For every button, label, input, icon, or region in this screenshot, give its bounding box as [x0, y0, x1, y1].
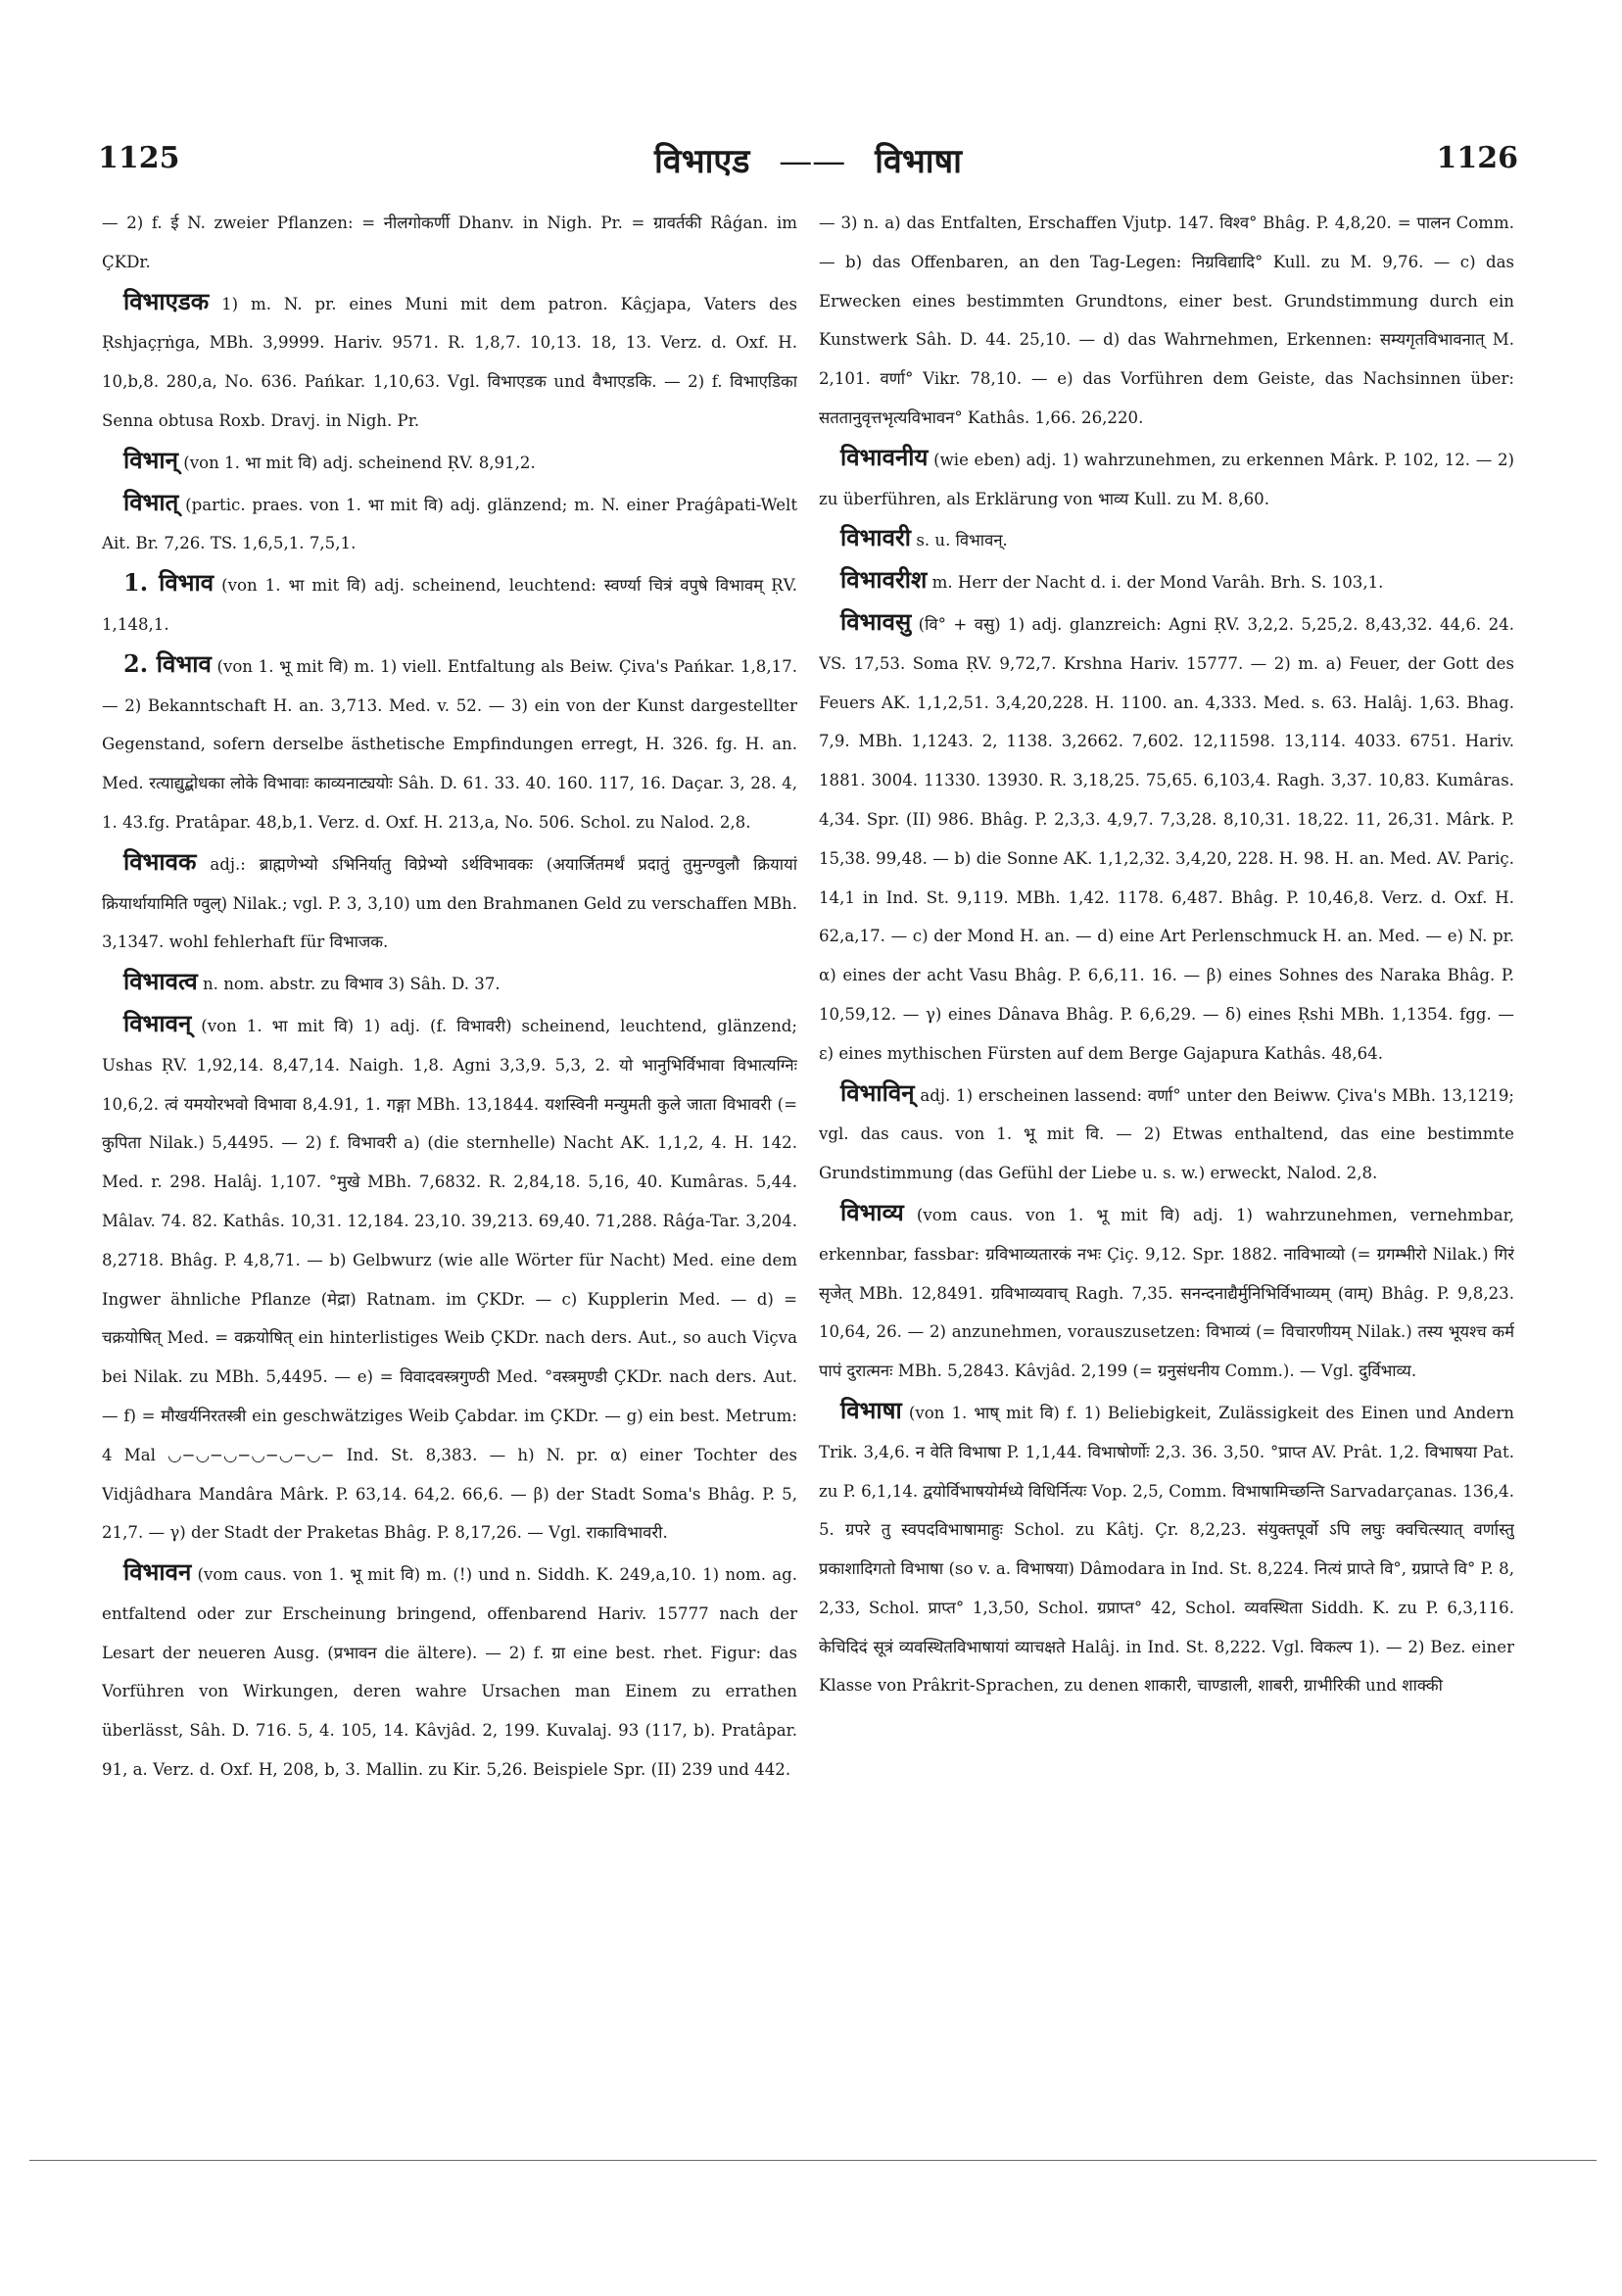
entry-body: (von 1. भाष् mit वि) f. 1) Beliebigkeit, Zulässigkeit des Einen und Andern Trik. 3,4,6. न वेति विभाषा P. 1,1,44. विभाषोर्णोः 2,3. 36. 3,50. °प्राप्त AV. Prât. 1,2. विभाषया Pat. zu P. 6,1,14. द्वयोर्विभाषयोर्मध्ये विधिर्नित्यः Vop. 2,5, Comm. विभाषामिच्छन्ति Sarvadarçanas. 136,4. 5. ग्रपरे तु स्वपदविभाषामाहुः Schol. zu Kâtj. Çr. 8,2,23. संयुक्तपूर्वो ऽपि लघुः क्वचित्स्यात् वर्णास्तु प्रकाशादिगतो विभाषा (so v. a. विभाषया) Dâmodara in Ind. St. 8,224. नित्यं प्राप्ते वि°, ग्रप्राप्ते वि° P. 8, 2,33, Schol. प्राप्त° 1,3,50, Schol. ग्रप्राप्त° 42, Schol. व्यवस्थिता Siddh. K. zu P. 6,3,116. केचिदिदं सूत्रं व्यवस्थितविभाषायां व्याचक्षते Halâj. in Ind. St. 8,222. Vgl. विकल्प 1). — 2) Bez. einer Klasse von Prâkrit-Sprachen, zu denen शाकारी, चाण्डाली, शाबरी, ग्राभीरिकी und शाक्की	[819, 1403, 1514, 1696]
entry-continuation	[819, 204, 1514, 438]
entry-body: — 3) n. a) das Entfalten, Erschaffen Vjutp. 147. विश्व° Bhâg. P. 4,8,20. = पालन Comm. — b) das Offenbaren, an den Tag-Legen: निग्रविद्यादि° Kull. zu M. 9,76. — c) das Erwecken eines bestimmten Grundtons, einer best. Grundstimmung durch ein Kunstwerk Sâh. D. 44. 25,10. — d) das Wahrnehmen, Erkennen: सम्यगृतविभावनात् M. 2,101. वर्णा° Vikr. 78,10. — e) das Vorführen dem Geiste, das Nachsinnen über: सततानुवृत्तभृत्यविभावन° Kathâs. 1,66. 26,220.	[819, 214, 1514, 427]
running-head	[98, 137, 1518, 182]
entry-body: n. nom. abstr. zu विभाव 3) Sâh. D. 37.	[202, 975, 501, 994]
dictionary-entry	[102, 441, 797, 483]
entry-body: s. u. विभावन्.	[916, 531, 1008, 550]
entry-headword: विभाएडक	[123, 286, 210, 315]
guide-word-right: विभाषा	[875, 142, 962, 181]
dictionary-entry	[819, 438, 1514, 519]
dictionary-entry	[819, 602, 1514, 1074]
entry-body: (vom caus. von 1. भू mit वि) adj. 1) wahrzunehmen, vernehmbar, erkennbar, fassbar: ग्रविभाव्यतारकं नभः Çiç. 9,12. Spr. 1882. नाविभाव्यो (= ग्रगम्भीरो Nilak.) गिरं सृजेत् MBh. 12,8491. ग्रविभाव्यवाच् Ragh. 7,35. सनन्दनाद्यैर्मुनिभिर्विभाव्यम् (वाम्) Bhâg. P. 9,8,23. 10,64, 26. — 2) anzunehmen, vorauszusetzen: विभाव्यं (= विचारणीयम् Nilak.) तस्य भूयश्च कर्म पापं दुरात्मनः MBh. 5,2843. Kâvjâd. 2,199 (= ग्रनुसंधनीय Comm.). — Vgl. दुर्विभाव्य.	[819, 1205, 1514, 1381]
dictionary-entry	[102, 962, 797, 1004]
dictionary-entry	[102, 645, 797, 842]
entry-headword: विभाविन्	[840, 1077, 915, 1107]
entry-headword: विभात्	[123, 487, 179, 516]
right-column	[819, 204, 1514, 2114]
entry-headword: 1. विभाव	[123, 568, 215, 598]
entry-body: (von 1. भा mit वि) adj. scheinend ṚV. 8,91,2.	[183, 453, 536, 472]
dictionary-entry	[102, 282, 797, 441]
entry-headword: विभावन्	[123, 1008, 192, 1037]
dictionary-entry	[102, 483, 797, 564]
entry-body: 1) m. N. pr. eines Muni mit dem patron. Kâçjapa, Vaters des Ṛshjaçṛṅga, MBh. 3,9999. Hariv. 9571. R. 1,8,7. 10,13. 18, 13. Verz. d. Oxf. H. 10,b,8. 280,a, No. 636. Pańkar. 1,10,63. Vgl. विभाएडक und वैभाएडकि. — 2) f. विभाएडिका Senna obtusa Roxb. Dravj. in Nigh. Pr.	[102, 294, 797, 430]
entry-headword: विभावन	[123, 1557, 192, 1587]
dictionary-entry	[819, 1074, 1514, 1193]
entry-headword: विभाव्य	[840, 1197, 904, 1226]
guide-word-left: विभाएड	[654, 142, 750, 181]
dictionary-entry	[102, 1004, 797, 1553]
dictionary-entry	[819, 1391, 1514, 1705]
entry-body: (von 1. भू mit वि) m. 1) viell. Entfaltung als Beiw. Çiva's Pańkar. 1,8,17. — 2) Bekanntschaft H. an. 3,713. Med. v. 52. — 3) ein von der Kunst dargestellter Gegenstand, sofern derselbe ästhetische Empfindungen erregt, H. 326. fg. H. an. Med. रत्याद्युद्बोधका लोके विभावाः काव्यनाट्ययोः Sâh. D. 61. 33. 40. 160. 117, 16. Daçar. 3, 28. 4, 1. 43.fg. Pratâpar. 48,b,1. Verz. d. Oxf. H. 213,a, No. 506. Schol. zu Nalod. 2,8.	[102, 656, 797, 832]
entry-body: (von 1. भा mit वि) 1) adj. (f. विभावरी) scheinend, leuchtend, glänzend; Ushas ṚV. 1,92,14. 8,47,14. Naigh. 1,8. Agni 3,3,9. 5,3, 2. यो भानुभिर्विभावा विभात्यग्निः 10,6,2. त्वं यमयोरभवो विभावा 8,4.91, 1. गङ्गा MBh. 13,1844. यशस्विनी मन्युमती कुले जाता विभावरी (= कुपिता Nilak.) 5,4495. — 2) f. विभावरी a) (die sternhelle) Nacht AK. 1,1,2, 4. H. 142. Med. r. 298. Halâj. 1,107. °मुखे MBh. 7,6832. R. 2,84,18. 5,16, 40. Kumâras. 5,44. Mâlav. 74. 82. Kathâs. 10,31. 12,184. 23,10. 39,213. 69,40. 71,288. Râǵa-Tar. 3,204. 8,2718. Bhâg. P. 4,8,71. — b) Gelbwurz (wie alle Wörter für Nacht) Med. eine dem Ingwer ähnliche Pflanze (मेद्रा) Ratnam. im ÇKDr. — c) Kupplerin Med. — d) = चक्रयोषित् Med. = वक्रयोषित् ein hinterlistiges Weib ÇKDr. nach ders. Aut., so auch Viçva bei Nilak. zu MBh. 5,4495. — e) = विवादवस्त्रगुण्ठी Med. °वस्त्रमुण्डी ÇKDr. nach ders. Aut. — f) = मौखर्यनिरतस्त्री ein geschwätziges Weib Çabdar. im ÇKDr. — g) ein best. Metrum: 4 Mal ◡−◡−◡−◡−◡−◡− Ind. St. 8,383. — h) N. pr. α) einer Tochter des Vidjâdhara Mandâra Mârk. P. 63,14. 64,2. 66,6. — β) der Stadt Soma's Bhâg. P. 5, 21,7. — γ) der Stadt der Praketas Bhâg. P. 8,17,26. — Vgl. राकाविभावरी.	[102, 1016, 797, 1543]
entry-headword: विभावसु	[840, 606, 912, 636]
dictionary-entry	[819, 518, 1514, 560]
dictionary-entry	[102, 1553, 797, 1790]
dictionary-entry	[102, 842, 797, 962]
page-header	[98, 137, 1518, 182]
entry-body: (von 1. भा mit वि) adj. scheinend, leuchtend: स्वर्ण्या चित्रं वपुषे विभावम् ṚV. 1,148,1.	[102, 576, 797, 634]
entry-body: adj. 1) erscheinen lassend: वर्णा° unter den Beiww. Çiva's MBh. 13,1219; vgl. das caus. von 1. भू mit वि. — 2) Etwas enthaltend, das eine bestimmte Grundstimmung (das Gefühl der Liebe u. s. w.) erweckt, Nalod. 2,8.	[819, 1085, 1514, 1183]
entry-body: (वि° + वसु) 1) adj. glanzreich: Agni ṚV. 3,2,2. 5,25,2. 8,43,32. 44,6. 24. VS. 17,53. Soma ṚV. 9,72,7. Krshna Hariv. 15777. — 2) m. a) Feuer, der Gott des Feuers AK. 1,1,2,51. 3,4,20,228. H. 1100. an. 4,333. Med. s. 63. Halâj. 1,63. Bhag. 7,9. MBh. 1,1243. 2, 1138. 3,2662. 7,602. 12,11598. 13,114. 4033. 6751. Hariv. 1881. 3004. 11330. 13930. R. 3,18,25. 75,65. 6,103,4. Ragh. 3,37. 10,83. Kumâras. 4,34. Spr. (II) 986. Bhâg. P. 2,3,3. 4,9,7. 7,3,28. 8,10,31. 18,22. 11, 26,31. Mârk. P. 15,38. 99,48. — b) die Sonne AK. 1,1,2,32. 3,4,20, 228. H. 98. H. an. Med. AV. Pariç. 14,1 in Ind. St. 9,119. MBh. 1,42. 1178. 6,487. Bhâg. P. 10,46,8. Verz. d. Oxf. H. 62,a,17. — c) der Mond H. an. — d) eine Art Perlenschmuck H. an. Med. — e) N. pr. α) eines der acht Vasu Bhâg. P. 6,6,11. 16. — β) eines Sohnes des Naraka Bhâg. P. 10,59,12. — γ) eines Dânava Bhâg. P. 6,6,29. — δ) eines Ṛshi MBh. 1,1354. fgg. — ε) eines mythischen Fürsten auf dem Berge Gajapura Kathâs. 48,64.	[819, 614, 1514, 1063]
entry-headword: 2. विभाव	[123, 648, 212, 678]
entry-body: adj.: ब्राह्मणेभ्यो ऽभिनिर्यातु विप्रेभ्यो ऽर्थविभावकः (अयार्जितमर्थं प्रदातुं तुमुन्ण्वुलौ क्रियायां क्रियार्थायामिति ण्वुल्) Nilak.; vgl. P. 3, 3,10) um den Brahmanen Geld zu verschaffen MBh. 3,1347. wohl fehlerhaft für विभाजक.	[102, 854, 797, 952]
dictionary-entry	[819, 560, 1514, 602]
entry-headword: विभावत्व	[123, 967, 198, 996]
entry-body: m. Herr der Nacht d. i. der Mond Varâh. Brh. S. 103,1.	[931, 573, 1384, 593]
entry-headword: विभावरीश	[840, 565, 928, 595]
entry-body: (partic. praes. von 1. भा mit वि) adj. glänzend; m. N. einer Praǵâpati-Welt Ait. Br. 7,26. TS. 1,6,5,1. 7,5,1.	[102, 495, 797, 553]
entry-headword: विभावक	[123, 846, 197, 876]
entry-headword: विभावरी	[840, 523, 912, 552]
left-column	[102, 204, 797, 2114]
dictionary-entry	[102, 563, 797, 645]
bottom-rule	[29, 2160, 1597, 2161]
entry-body: — 2) f. ई N. zweier Pflanzen: = नीलगोकर्णी Dhanv. in Nigh. Pr. = ग्रावर्तकी Râǵan. im ÇKDr.	[102, 214, 797, 271]
page-number-left: 1125	[98, 141, 180, 175]
entry-headword: विभाषा	[840, 1395, 902, 1424]
entry-continuation	[102, 204, 797, 282]
page-number-right: 1126	[1436, 141, 1518, 175]
entry-body: (vom caus. von 1. भू mit वि) m. (!) und n. Siddh. K. 249,a,10. 1) nom. ag. entfaltend oder zur Erscheinung bringend, offenbarend Hariv. 15777 nach der Lesart der neueren Ausg. (प्रभावन die ältere). — 2) f. ग्रा eine best. rhet. Figur: das Vorführen von Wirkungen, deren wahre Ursachen man Einem zu errathen überlässt, Sâh. D. 716. 5, 4. 105, 14. Kâvjâd. 2, 199. Kuvalaj. 93 (117, b). Pratâpar. 91, a. Verz. d. Oxf. H, 208, b, 3. Mallin. zu Kir. 5,26. Beispiele Spr. (II) 239 und 442.	[102, 1565, 797, 1780]
dictionary-entry	[819, 1193, 1514, 1391]
entry-body: (wie eben) adj. 1) wahrzunehmen, zu erkennen Mârk. P. 102, 12. — 2) zu überführen, als Erklärung von भाव्य Kull. zu M. 8,60.	[819, 450, 1514, 508]
entry-headword: विभान्	[123, 445, 178, 474]
guide-separator: ——	[779, 142, 846, 181]
entry-headword: विभावनीय	[840, 442, 929, 471]
